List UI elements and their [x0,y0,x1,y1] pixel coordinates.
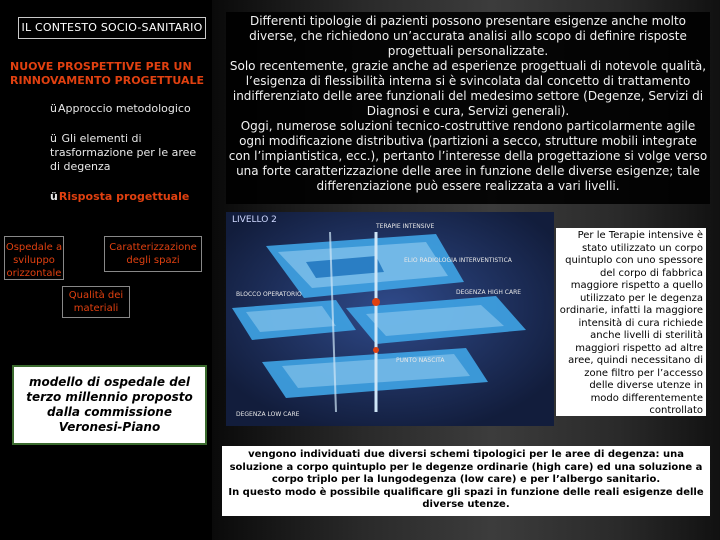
bullet-approccio [50,102,206,116]
label-degenza-low: DEGENZA LOW CARE [236,411,300,418]
intro-paragraph-1: Differenti tipologie di pazienti possono presentare esigenze anche molto diverse, che richiedono un’accurata analisi allo scopo di definire risposte progettuali personalizzate. [249,14,687,58]
intro-paragraph-3: Oggi, numerose soluzioni tecnico-costruttive rendono particolarmente agile ogni modificazione distributiva (partizioni a secco, strutture mobili integrate con l’impiantistica, ecc.), pertanto l’interesse della progettazione si volge verso una forte caratterizzazione delle aree in funzione delle diverse esigenze; tale differenziazione può essere realizzata a vari livelli. [228,119,708,193]
degenza-schemes-text [222,446,710,516]
bullet-label: Approccio metodologico [57,102,191,115]
label-terapie: TERAPIE INTENSIVE [376,223,435,230]
schemes-paragraph-2: In questo modo è possibile qualificare gli spazi in funzione delle reali esigenze delle diverse utenze. [228,486,704,510]
model-caption: modello di ospedale del terzo millennio proposto dalla commissione Veronesi-Piano [12,365,207,445]
label-punto-nascita: PUNTO NASCITA [396,357,445,364]
bullet-elementi [50,132,206,174]
accent-marker [372,298,380,306]
checkmark-icon: ü [50,102,57,115]
terapie-description: Per le Terapie intensive è stato utilizzato un corpo quintuplo con uno spessore del corpo di fabbrica maggiore rispetto a quello utilizzato per le degenza ordinarie, infatti la maggiore intensità di cura richiede anche livelli di sterilità maggiori rispetto ad altre aree, quindi necessitano di zone filtro per l’accesso delle diverse utenze in modo differentemente controllato [556,228,706,416]
checkmark-icon: ü [50,132,57,145]
proposals-title: NUOVE PROSPETTIVE PER UN RINNOVAMENTO PROGETTUALE [10,60,204,87]
schemes-paragraph-1: vengono individuati due diversi schemi tipologici per le aree di degenza: una soluzione a corpo quintuplo per le degenze ordinarie (high care) ed una soluzione a corpo triplo per la lungodegenza (low care) e per l’albergo sanitario. [229,449,703,485]
section-tab[interactable]: IL CONTESTO SOCIO-SANITARIO [18,17,206,39]
plan-level-label: LIVELLO 2 [232,215,277,225]
label-degenza-high: DEGENZA HIGH CARE [456,289,522,296]
bullet-label: Gli elementi di trasformazione per le aree di degenza [50,132,197,173]
checkmark-icon: ü [50,190,58,203]
floor-plan-drawing [226,212,554,426]
label-radiologia: ELIO RADIOLOGIA INTERVENTISTICA [404,257,512,264]
bullet-risposta [50,190,206,204]
box-qualita-materiali: Qualità dei materiali [62,286,130,318]
intro-text-block [226,12,710,204]
label-blocco: BLOCCO OPERATORIO [236,291,302,298]
bullet-label: Risposta progettuale [58,190,190,203]
box-ospedale-orizzontale: Ospedale a sviluppo orizzontale [4,236,64,280]
box-caratterizzazione-spazi: Caratterizzazione degli spazi [104,236,202,272]
intro-paragraph-2: Solo recentemente, grazie anche ad esperienze progettuali di notevole qualità, l’esigenza di flessibilità interna si è svincolata dal concetto di trattamento indifferenziato delle aree funzionali del medesimo settore (Degenze, Servizi di Diagnosi e cura, Servizi generali). [229,59,707,118]
floor-plan-image [226,212,554,426]
